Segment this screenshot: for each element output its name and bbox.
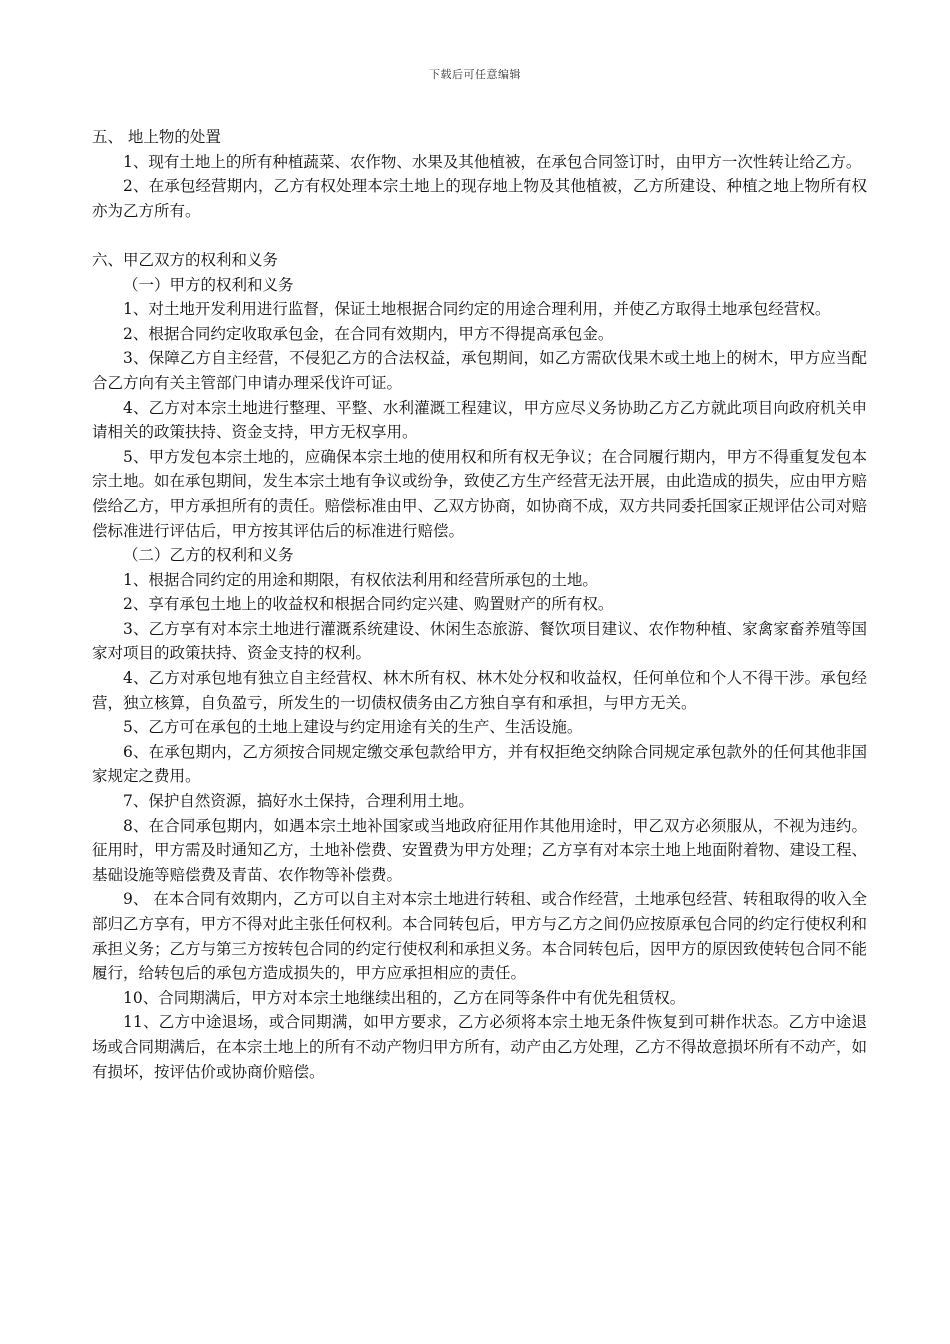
party-b-item: 9、 在本合同有效期内，乙方可以自主对本宗土地进行转租、或合作经营，土地承包经营、转租取得的收入全部归乙方享有，甲方不得对此主张任何权利。本合同转包后，甲方与乙方之间仍应按原承包合同的约定行使权利和承担义务；乙方与第三方按转包合同的约定行使权利和承担义务。本合同转包后，因甲方的原因致使转包合同不能履行，给转包后的承包方造成损失的，甲方应承担相应的责任。	[92, 890, 868, 983]
party-a-item: 3、保障乙方自主经营，不侵犯乙方的合法权益，承包期间，如乙方需砍伐果木或土地上的树木，甲方应当配合乙方向有关主管部门申请办理采伐许可证。	[92, 349, 867, 392]
party-a-item: 4、乙方对本宗土地进行整理、平整、水利灌溉工程建议，甲方应尽义务协助乙方乙方就此项目向政府机关申请相关的政策扶持、资金支持，甲方无权享用。	[92, 398, 867, 442]
party-b-item: 6、在承包期内，乙方须按合同规定缴交承包款给甲方，并有权拒绝交纳除合同规定承包款外的任何其他非国家规定之费用。	[92, 742, 867, 786]
party-b-item: 7、保护自然资源，搞好水土保持，合理利用土地。	[123, 792, 474, 811]
section-6-title: 六、甲乙双方的权利和义务	[92, 250, 279, 269]
party-a-subtitle: （一）甲方的权利和义务	[123, 275, 294, 294]
party-a-item: 1、对土地开发利用进行监督，保证土地根据合同约定的用途合理利用，并使乙方取得土地承包经营权。	[123, 300, 831, 319]
party-b-subtitle: （二）乙方的权利和义务	[123, 546, 294, 565]
party-b-item: 3、乙方享有对本宗土地进行灌溉系统建设、休闲生态旅游、餐饮项目建议、农作物种植、家禽家畜养殖等国家对项目的政策扶持、资金支持的权利。	[92, 619, 867, 663]
party-b-item: 1、根据合同约定的用途和期限，有权依法利用和经营所承包的土地。	[123, 570, 598, 589]
party-b-item: 2、享有承包土地上的收益权和根据合同约定兴建、购置财产的所有权。	[123, 595, 614, 614]
party-b-item: 4、乙方对承包地有独立自主经营权、林木所有权、林木处分权和收益权，任何单位和个人不得干涉。承包经营，独立核算，自负盈亏，所发生的一切债权债务由乙方独自享有和承担，与甲方无关。	[92, 669, 867, 712]
party-b-item: 5、乙方可在承包的土地上建设与约定用途有关的生产、生活设施。	[123, 718, 583, 737]
section-5-paragraph-2: 2、在承包经营期内，乙方有权处理本宗土地上的现存地上物及其他植被，乙方所建设、种植之地上物所有权亦为乙方所有。	[92, 177, 867, 220]
blank-line	[92, 223, 867, 248]
document-body	[92, 125, 867, 1084]
section-5-title: 五、 地上物的处置	[92, 128, 221, 146]
party-a-item: 2、根据合同约定收取承包金，在合同有效期内，甲方不得提高承包金。	[123, 324, 614, 343]
party-b-item: 8、在合同承包期内，如遇本宗土地补国家或当地政府征用作其他用途时，甲乙双方必须服从，不视为违约。征用时，甲方需及时通知乙方，土地补偿费、安置费为甲方处理；乙方享有对本宗土地上地面附着物、建设工程、基础设施等赔偿费及青苗、农作物等补偿费。	[92, 816, 868, 884]
section-5-paragraph-1: 1、现有土地上的所有种植蔬菜、农作物、水果及其他植被，在承包合同签订时，由甲方一次性转让给乙方。	[123, 152, 862, 171]
page-header: 下载后可任意编辑	[429, 68, 521, 81]
party-b-item: 11、乙方中途退场，或合同期满，如甲方要求，乙方必须将本宗土地无条件恢复到可耕作状态。乙方中途退场或合同期满后，在本宗土地上的所有不动产物归甲方所有，动产由乙方处理，乙方不得故意损坏所有不动产，如有损坏，按评估价或协商价赔偿。	[92, 1013, 868, 1081]
party-b-item: 10、合同期满后，甲方对本宗土地继续出租的，乙方在同等条件中有优先租赁权。	[123, 988, 686, 1007]
party-a-item: 5、甲方发包本宗土地的，应确保本宗土地的使用权和所有权无争议；在合同履行期内，甲方不得重复发包本宗土地。如在承包期间，发生本宗土地有争议或纷争，致使乙方生产经营无法开展，由此造成的损失，应由甲方赔偿给乙方，甲方承担所有的责任。赔偿标准由甲、乙双方协商，如协商不成，双方共同委托国家正规评估公司对赔偿标准进行评估后，甲方按其评估后的标准进行赔偿。	[92, 447, 868, 540]
